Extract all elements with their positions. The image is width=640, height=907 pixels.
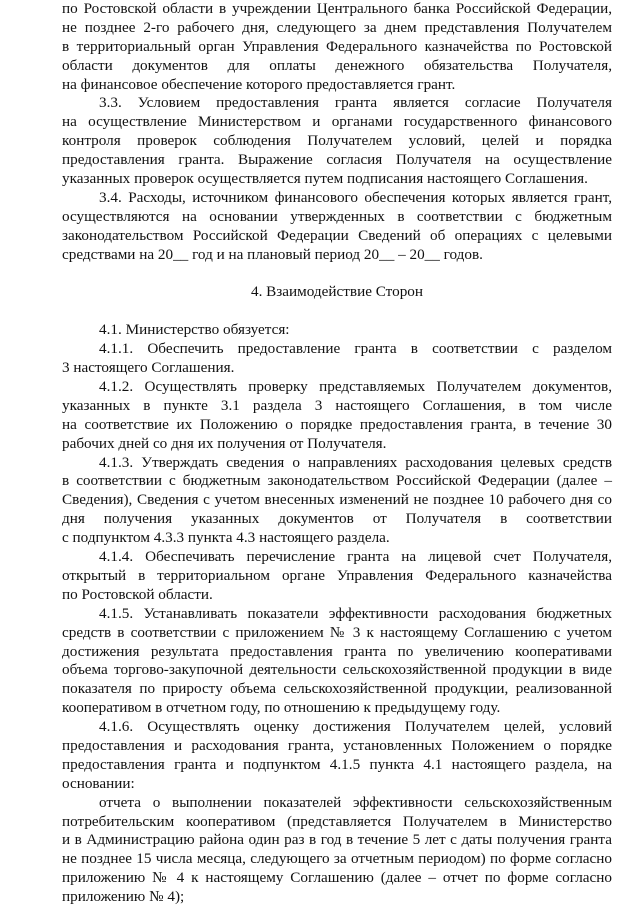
text-line: по Ростовской области в учреждении Центрального банка Российской Федерации, [62, 0, 612, 17]
text-line: отчета о выполнении показателей эффективности сельскохозяйственным [99, 793, 612, 811]
text-line: не позднее 15 числа месяца, следующего за отчетным периодом) по форме согласно [62, 850, 612, 868]
text-line: достижения результата предоставления гранта по увеличению кооперативами [62, 642, 612, 660]
section-heading: 4. Взаимодействие Сторон [250, 283, 424, 301]
text-line: на соответствие их Положению о порядке предоставления гранта, в течение 30 [62, 415, 612, 433]
text-line: 3.4. Расходы, источником финансового обеспечения которых является грант, [99, 188, 612, 206]
text-line: 4.1.6. Осуществлять оценку достижения Получателем целей, условий [99, 718, 612, 736]
text-line: в соответствии с бюджетным законодательством Российской Федерации (далее – [62, 472, 612, 490]
text-line: открытый в территориальном органе Управления Федерального казначейства [62, 566, 612, 584]
document-page [62, 0, 612, 907]
text-line: кооперативом в отчетном году, по отношению к предыдущему году. [62, 699, 501, 717]
text-line: потребительским кооперативом (представляется Получателем в Министерство [62, 812, 612, 830]
text-line: 4.1.2. Осуществлять проверку представляемых Получателем документов, [99, 378, 612, 396]
text-line: области документов для оплаты денежного обязательства Получателя, [62, 56, 612, 74]
text-line: приложению № 4); [62, 888, 185, 906]
text-line: по Ростовской области. [62, 585, 213, 603]
text-line: предоставления гранта. Выражение согласия Получателя на осуществление [62, 151, 612, 169]
text-line: 4.1.3. Утверждать сведения о направлениях расходования целевых средств [99, 453, 612, 471]
text-line: с подпунктом 4.3.3 пункта 4.3 настоящего раздела. [62, 529, 390, 547]
text-line: приложению № 4 к настоящему Соглашению (далее – отчет по форме согласно [62, 869, 612, 887]
text-line: 4.1.5. Устанавливать показатели эффективности расходования бюджетных [99, 604, 612, 622]
text-line: на финансовое обеспечение которого предоставляется грант. [62, 75, 456, 93]
text-line: дня получения указанных документов от Получателя в соответствии [62, 510, 612, 528]
text-line: не позднее 2-го рабочего дня, следующего за днем представления Получателем [62, 18, 612, 36]
text-line: объема торгово-закупочной деятельности сельскохозяйственной продукции в виде [62, 661, 612, 679]
text-line: указанных в пункте 3.1 раздела 3 настоящего Соглашения, в том числе [62, 396, 612, 414]
text-line: осуществляются на основании утвержденных в соответствии с бюджетным [62, 207, 612, 225]
text-line: 4.1. Министерство обязуется: [99, 321, 290, 339]
text-line: контроля проверок соблюдения Получателем условий, целей и порядка [62, 132, 612, 150]
text-line: предоставления и расходования гранта, установленных Положением о порядке [62, 736, 612, 754]
text-line: 4.1.1. Обеспечить предоставление гранта в соответствии с разделом [99, 340, 612, 358]
text-line: основании: [62, 774, 135, 792]
text-line: 4.1.4. Обеспечивать перечисление гранта на лицевой счет Получателя, [99, 548, 612, 566]
text-line: указанных проверок осуществляется путем подписания настоящего Соглашения. [62, 170, 588, 188]
text-line: в территориальный орган Управления Федерального казначейства по Ростовской [62, 37, 612, 55]
text-line: 3.3. Условием предоставления гранта является согласие Получателя [99, 94, 612, 112]
text-line: средствами на 20__ год и на плановый период 20__ – 20__ годов. [62, 245, 483, 263]
text-line: предоставления гранта и подпунктом 4.1.5 пункта 4.1 настоящего раздела, на [62, 755, 612, 773]
text-line: рабочих дней со дня их получения от Получателя. [62, 434, 387, 452]
text-line: и в Администрацию района один раз в год в течение 5 лет с даты получения гранта [62, 831, 612, 849]
text-line: показателя по приросту объема сельскохозяйственной продукции, реализованной [62, 680, 612, 698]
text-line: на осуществление Министерством и органами государственного финансового [62, 113, 612, 131]
text-line: законодательством Российской Федерации Сведений об операциях с целевыми [62, 226, 612, 244]
text-line: 3 настоящего Соглашения. [62, 359, 235, 377]
text-line: Сведения), Сведения с учетом внесенных изменений не позднее 10 рабочего дня со [62, 491, 612, 509]
text-line: средств в соответствии с приложением № 3 к настоящему Соглашению с учетом [62, 623, 612, 641]
